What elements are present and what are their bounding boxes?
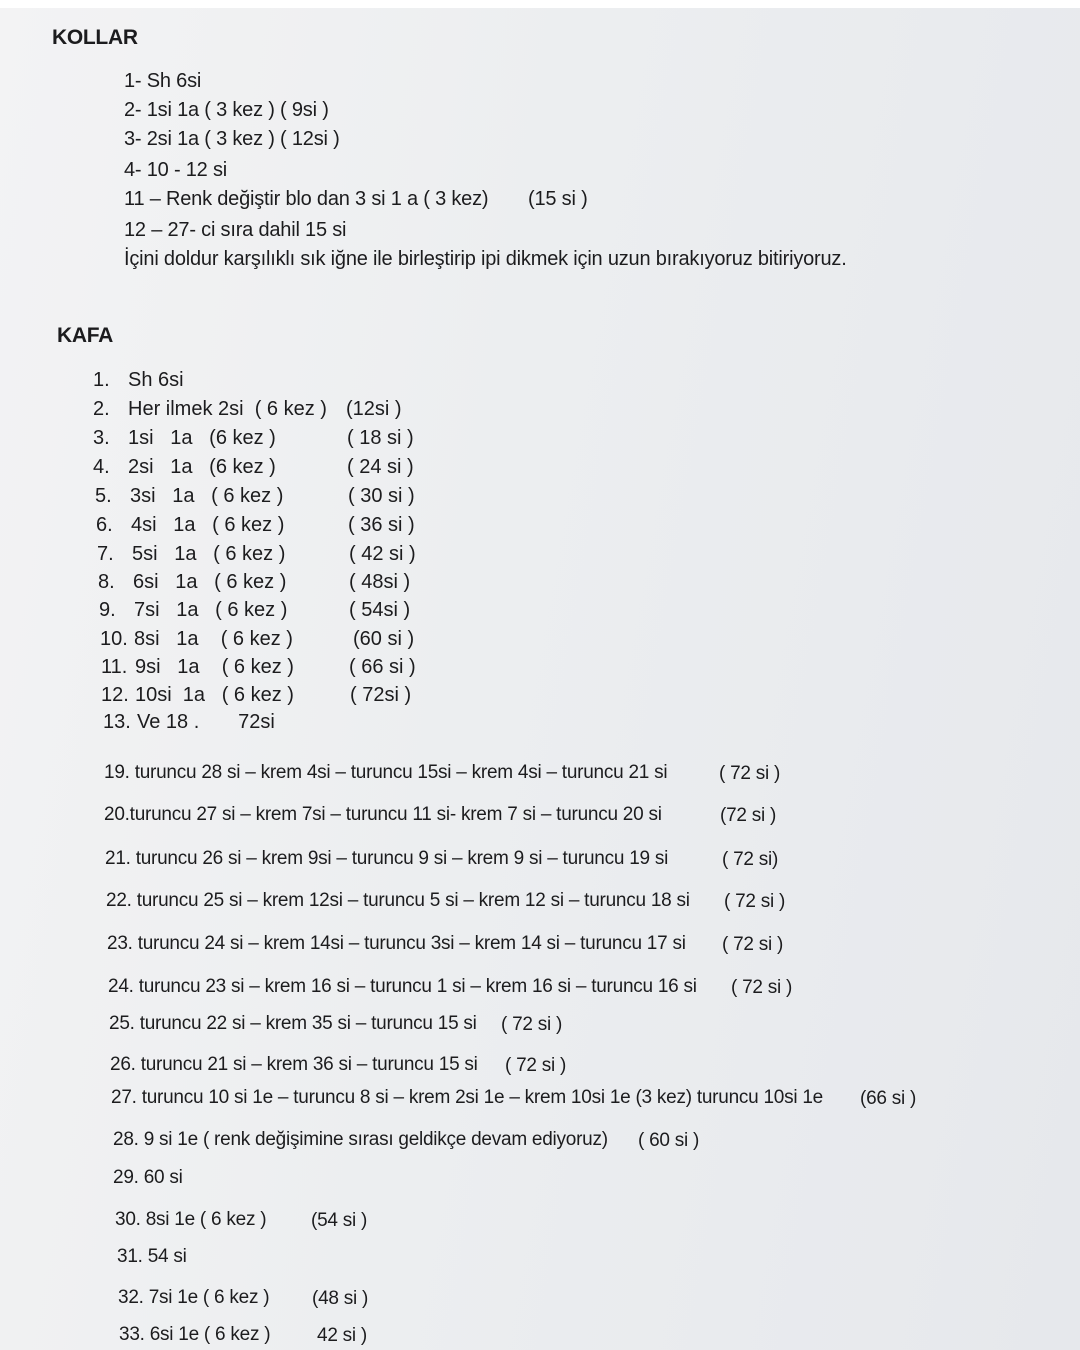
row-instruction: 9si 1a ( 6 kez ) (135, 656, 294, 678)
kafa-long-row (117, 1246, 187, 1268)
top-border (0, 0, 1080, 8)
kafa-long-row (106, 890, 786, 912)
row-stitch-count: ( 72 si ) (722, 934, 784, 955)
row-stitch-count: (72 si ) (720, 805, 777, 826)
row-instruction: 19. turuncu 28 si – krem 4si – turuncu 15si – krem 4si – turuncu 21 si (104, 762, 668, 783)
row-number: 6. (96, 514, 113, 536)
row-stitch-count: ( 24 si ) (347, 456, 414, 478)
row-instruction: Ve 18 . 72si (137, 711, 275, 733)
kafa-long-row (118, 1287, 369, 1309)
row-stitch-count: (66 si ) (860, 1088, 917, 1109)
row-instruction: 21. turuncu 26 si – krem 9si – turuncu 9 si – krem 9 si – turuncu 19 si (105, 848, 669, 869)
row-instruction: Her ilmek 2si ( 6 kez ) (128, 398, 327, 420)
kollar-line-11-count: (15 si ) (528, 188, 588, 210)
row-number: 2. (93, 398, 110, 420)
row-stitch-count: ( 72 si ) (731, 977, 793, 998)
kollar-line-3: 3- 2si 1a ( 3 kez ) ( 12si ) (124, 128, 340, 150)
kollar-heading: KOLLAR (52, 26, 138, 49)
row-number: 9. (99, 599, 116, 621)
kafa-long-row (113, 1129, 700, 1151)
kollar-line-4: 4- 10 - 12 si (124, 159, 228, 181)
kollar-line-final: İçini doldur karşılıklı sık iğne ile birleştirip ipi dikmek için uzun bırakıyoruz bitiriyoruz. (124, 248, 847, 270)
row-stitch-count: (48 si ) (312, 1288, 369, 1309)
kafa-long-row (104, 762, 781, 784)
row-number: 5. (95, 485, 112, 507)
row-number: 13. (103, 711, 131, 733)
kafa-long-row (111, 1087, 917, 1109)
kafa-long-row (115, 1209, 368, 1231)
kafa-long-row (110, 1054, 567, 1076)
kollar-line-12: 12 – 27- ci sıra dahil 15 si (124, 219, 347, 241)
row-instruction: 31. 54 si (117, 1246, 187, 1267)
row-instruction: 5si 1a ( 6 kez ) (132, 543, 286, 565)
row-number: 12. (101, 684, 129, 706)
kafa-long-row (108, 976, 793, 998)
row-instruction: 24. turuncu 23 si – krem 16 si – turuncu 1 si – krem 16 si – turuncu 16 si (108, 976, 697, 997)
row-instruction: 4si 1a ( 6 kez ) (131, 514, 285, 536)
row-instruction: 28. 9 si 1e ( renk değişimine sırası geldikçe devam ediyoruz) (113, 1129, 608, 1150)
row-number: 3. (93, 427, 110, 449)
row-instruction: 30. 8si 1e ( 6 kez ) (115, 1209, 267, 1230)
row-instruction: 23. turuncu 24 si – krem 14si – turuncu 3si – krem 14 si – turuncu 17 si (107, 933, 686, 954)
row-stitch-count: ( 66 si ) (349, 656, 416, 678)
row-stitch-count: ( 42 si ) (349, 543, 416, 565)
row-instruction: Sh 6si (128, 369, 184, 391)
kafa-heading: KAFA (57, 324, 113, 347)
row-number: 1. (93, 369, 110, 391)
row-number: 7. (97, 543, 114, 565)
row-stitch-count: ( 72 si ) (719, 763, 781, 784)
row-number: 11. (101, 656, 128, 678)
row-instruction: 8si 1a ( 6 kez ) (134, 628, 293, 650)
row-stitch-count: ( 72 si ) (505, 1055, 567, 1076)
row-stitch-count: ( 60 si ) (638, 1130, 700, 1151)
row-stitch-count: ( 72 si) (722, 849, 779, 870)
row-number: 10. (100, 628, 128, 650)
kafa-long-row (107, 933, 784, 955)
row-number: 4. (93, 456, 110, 478)
row-stitch-count: ( 30 si ) (348, 485, 415, 507)
row-instruction: 3si 1a ( 6 kez ) (130, 485, 284, 507)
row-stitch-count: ( 72si ) (350, 684, 412, 706)
row-stitch-count: ( 36 si ) (348, 514, 415, 536)
row-instruction: 25. turuncu 22 si – krem 35 si – turuncu 15 si (109, 1013, 477, 1034)
kafa-long-row (104, 804, 777, 826)
kafa-long-row (113, 1167, 183, 1189)
row-instruction: 6si 1a ( 6 kez ) (133, 571, 287, 593)
row-stitch-count: (60 si ) (353, 628, 415, 650)
kollar-line-2: 2- 1si 1a ( 3 kez ) ( 9si ) (124, 99, 329, 121)
kollar-line-1: 1- Sh 6si (124, 70, 202, 92)
kafa-long-row (105, 848, 779, 870)
row-instruction: 33. 6si 1e ( 6 kez ) (119, 1324, 271, 1345)
row-stitch-count: ( 72 si ) (501, 1014, 563, 1035)
row-instruction: 20.turuncu 27 si – krem 7si – turuncu 11 si- krem 7 si – turuncu 20 si (104, 804, 662, 825)
kafa-long-row (109, 1013, 563, 1035)
row-number: 8. (98, 571, 115, 593)
row-stitch-count: ( 48si ) (349, 571, 411, 593)
kollar-line-11: 11 – Renk değiştir blo dan 3 si 1 a ( 3 kez) (124, 188, 489, 210)
row-instruction: 1si 1a (6 kez ) (128, 427, 276, 449)
row-instruction: 29. 60 si (113, 1167, 183, 1188)
row-stitch-count: ( 54si ) (349, 599, 411, 621)
row-instruction: 32. 7si 1e ( 6 kez ) (118, 1287, 270, 1308)
row-stitch-count: (12si ) (346, 398, 402, 420)
kafa-long-row (119, 1324, 367, 1346)
row-instruction: 2si 1a (6 kez ) (128, 456, 276, 478)
row-stitch-count: 42 si ) (317, 1325, 367, 1346)
row-instruction: 26. turuncu 21 si – krem 36 si – turuncu 15 si (110, 1054, 478, 1075)
row-instruction: 10si 1a ( 6 kez ) (135, 684, 294, 706)
row-instruction: 7si 1a ( 6 kez ) (134, 599, 288, 621)
row-stitch-count: (54 si ) (311, 1210, 368, 1231)
row-stitch-count: ( 18 si ) (347, 427, 414, 449)
row-instruction: 22. turuncu 25 si – krem 12si – turuncu 5 si – krem 12 si – turuncu 18 si (106, 890, 690, 911)
row-stitch-count: ( 72 si ) (724, 891, 786, 912)
row-instruction: 27. turuncu 10 si 1e – turuncu 8 si – krem 2si 1e – krem 10si 1e (3 kez) turuncu 10si 1e (111, 1087, 823, 1108)
